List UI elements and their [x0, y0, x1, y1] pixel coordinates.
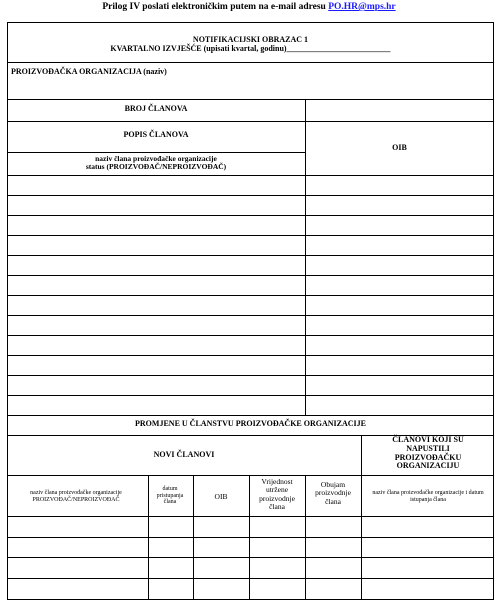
col-production-value: Vrijednost utržene proizvodnje člana: [259, 477, 295, 511]
change-row[interactable]: [7, 517, 494, 536]
member-count-label: BROJ ČLANOVA: [124, 104, 188, 113]
member-row[interactable]: [7, 296, 494, 315]
instruction-text: Prilog IV poslati elektroničkim putem na e-mail adresu: [102, 2, 326, 12]
member-name-line2: status (PROIZVOĐAČ/NEPROIZVOĐAČ): [85, 162, 227, 172]
member-list-label: POPIS ČLANOVA: [123, 130, 189, 139]
form-title-line2: KVARTALNO IZVJEŠĆE (upisati kvartal, godinu)__________________________: [110, 43, 391, 53]
member-row[interactable]: [7, 216, 494, 235]
col-name-status: naziv člana proizvođačke organizacije PROIZVOĐAČ/NEPROIZVOĐAČ: [30, 490, 122, 503]
member-row[interactable]: [7, 176, 494, 195]
changes-label: PROMJENE U ČLANSTVU PROIZVOĐAČKE ORGANIZACIJE: [135, 419, 366, 428]
organization-label: PROIZVOĐAČKA ORGANIZACIJA (naziv): [11, 67, 167, 76]
member-row[interactable]: [7, 196, 494, 215]
change-row[interactable]: [7, 558, 494, 577]
member-name-header: [7, 155, 305, 172]
organization-field[interactable]: [7, 62, 494, 99]
member-row[interactable]: [7, 256, 494, 275]
email-link[interactable]: PO.HR@mps.hr: [328, 2, 396, 12]
new-members-label: NOVI ČLANOVI: [153, 450, 215, 459]
col-join-date: datum pristupanja člana: [156, 486, 184, 506]
member-name-line1: naziv člana proizvođačke organizacije: [95, 154, 217, 163]
member-row[interactable]: [7, 236, 494, 255]
form-title: [7, 36, 494, 54]
col-left-name-date: naziv člana proizvođačke organizacije i datum istupanja člana: [372, 490, 484, 503]
email-instruction: [0, 0, 498, 16]
change-row[interactable]: [7, 579, 494, 599]
form-title-line1: NOTIFIKACIJSKI OBRAZAC 1: [192, 35, 309, 44]
member-row[interactable]: [7, 396, 494, 415]
left-members-label: ČLANOVI KOJI SU NAPUSTILI PROIZVOĐAČKU ORGANIZACIJU: [392, 435, 464, 471]
member-row[interactable]: [7, 276, 494, 295]
oib-header: OIB: [392, 143, 407, 152]
change-row[interactable]: [7, 538, 494, 556]
member-row[interactable]: [7, 336, 494, 355]
member-row[interactable]: [7, 356, 494, 375]
col-oib: OIB: [214, 492, 228, 501]
member-row[interactable]: [7, 316, 494, 335]
member-row[interactable]: [7, 376, 494, 395]
col-production-volume: Obujam proizvodnje člana: [315, 480, 351, 506]
